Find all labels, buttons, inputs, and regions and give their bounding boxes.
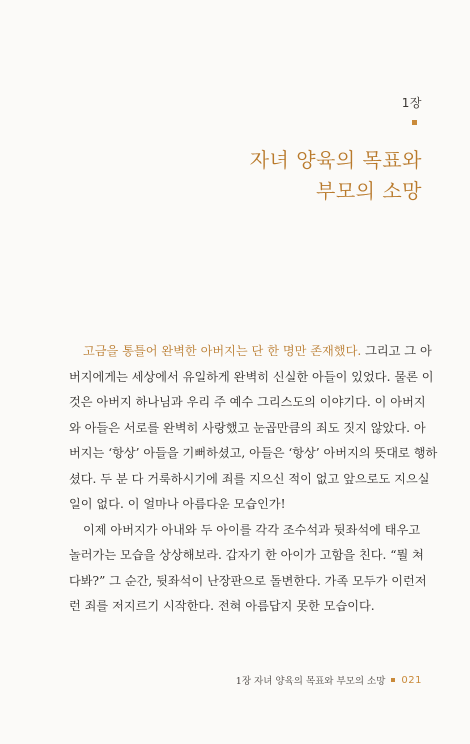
chapter-title — [250, 145, 422, 207]
body-line: 와 아들은 서로를 완벽히 사랑했고 눈곱만큼의 죄도 짓지 않았다. 아 — [69, 420, 426, 435]
body-line: 셨다. 두 분 다 거룩하시기에 죄를 지으신 적이 없고 앞으로도 지으실 — [69, 471, 430, 486]
body-line: 것은 아버지 하나님과 우리 주 예수 그리스도의 이야기다. 이 아버지 — [69, 395, 426, 409]
body-line: 놀러가는 모습을 상상해보라. 갑자기 한 아이가 고함을 친다. “뭘 쳐 — [69, 548, 424, 562]
chapter-title-line-1: 자녀 양육의 목표와 — [249, 148, 422, 173]
body-line: 일이 없다. 이 얼마나 아름다운 모습인가! — [69, 497, 286, 511]
highlighted-sentence: 고금을 통틀어 완벽한 아버지는 단 한 명만 존재했다. — [83, 344, 362, 358]
body-line: 다봐?” 그 순간, 뒷좌석이 난장판으로 돌변한다. 가족 모두가 이런저 — [69, 573, 427, 588]
body-line: 버지는 ‘항상’ 아들을 기뻐하셨고, 아들은 ‘항상’ 아버지의 뜻대로 행하 — [69, 446, 438, 460]
paragraph-2 — [69, 518, 427, 620]
running-head: 1장 자녀 양육의 목표와 부모의 소망 — [235, 676, 386, 687]
page-footer — [236, 673, 422, 687]
chapter-marker-square — [412, 120, 417, 125]
body-line-rest: 그리고 그 아 — [361, 344, 432, 358]
body-line: 런 죄를 저지르기 시작한다. 전혀 아름답지 못한 모습이다. — [69, 599, 375, 613]
body-line: 이제 아버지가 아내와 두 아이를 각각 조수석과 뒷좌석에 태우고 — [83, 522, 421, 537]
body-line: 버지에게는 세상에서 유일하게 완벽히 신실한 아들이 있었다. 물론 이 — [69, 369, 434, 384]
body-text — [69, 339, 438, 620]
chapter-title-line-2: 부모의 소망 — [316, 179, 422, 204]
paragraph-1 — [69, 339, 438, 518]
page-number: 021 — [401, 674, 422, 686]
footer-dot — [391, 678, 395, 682]
body-line — [69, 339, 432, 365]
chapter-number: 1장 — [401, 96, 422, 110]
